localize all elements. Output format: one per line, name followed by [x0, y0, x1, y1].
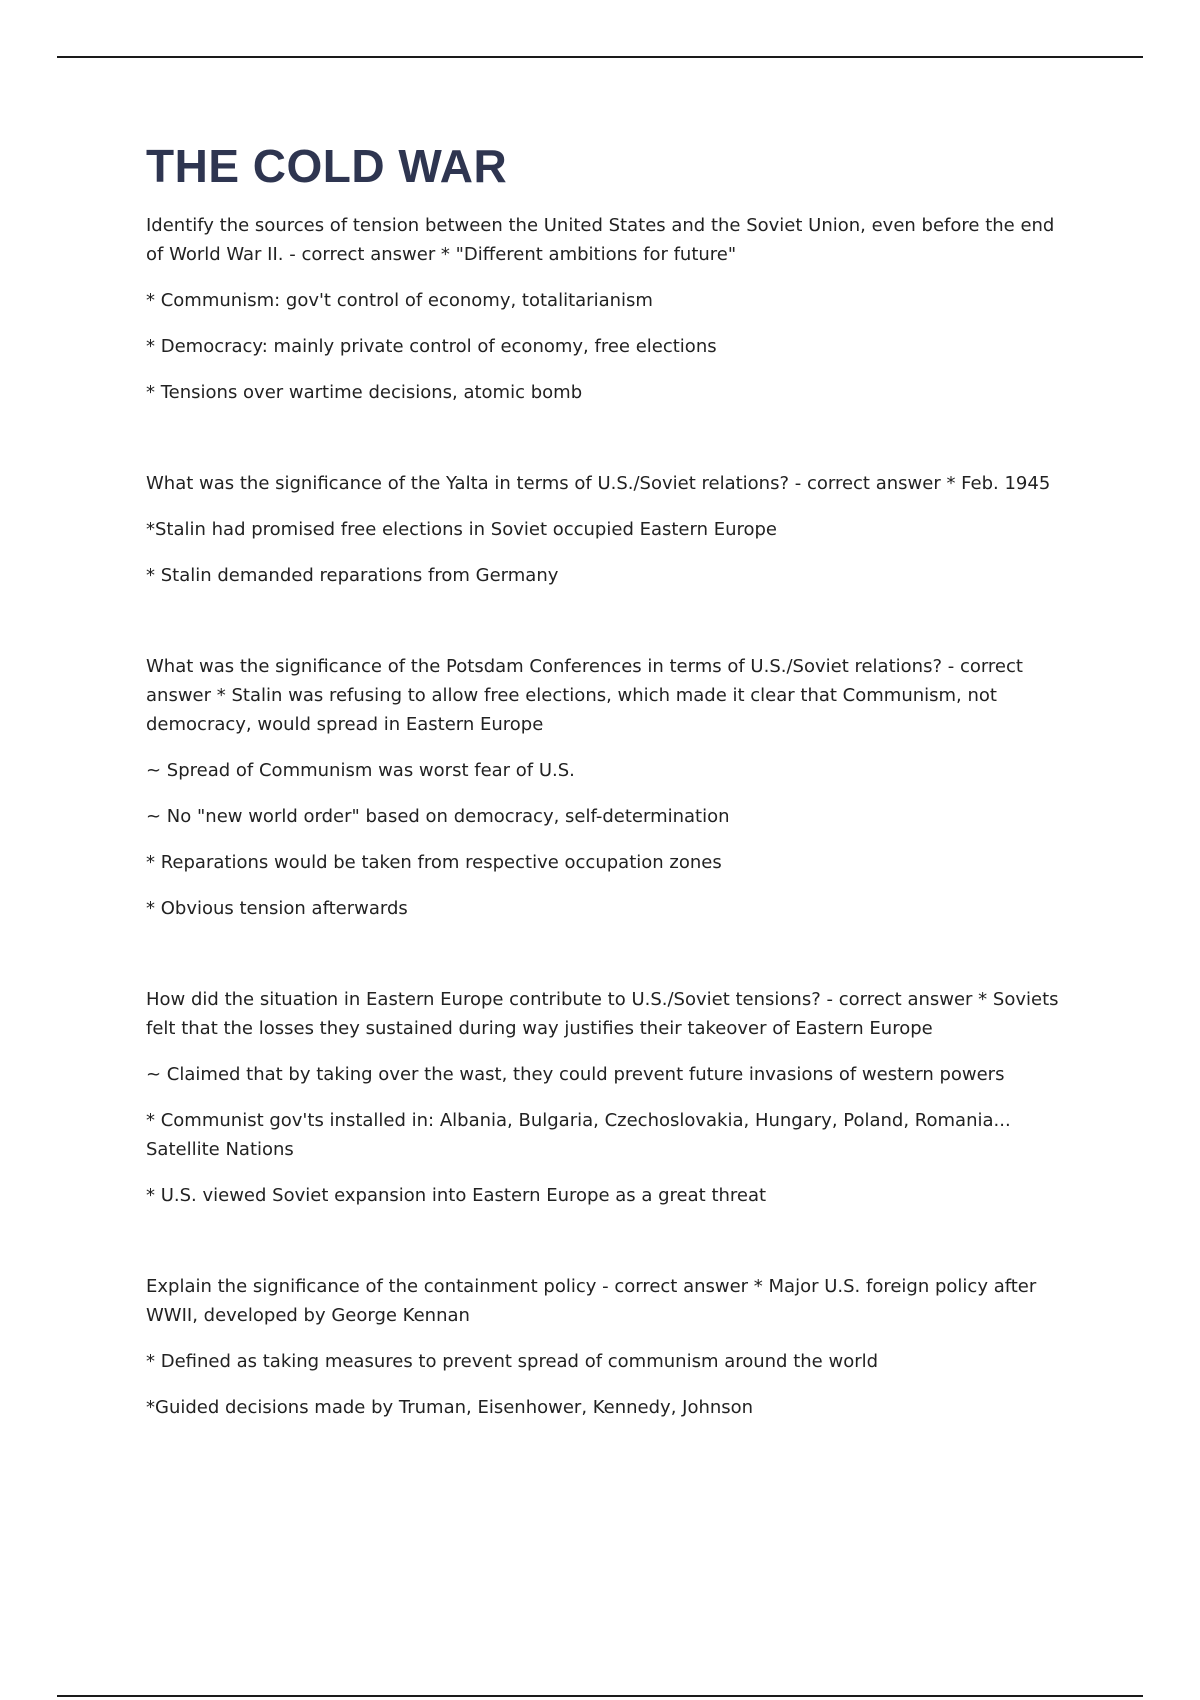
answer-point: * Communism: gov't control of economy, totalitarianism [146, 289, 653, 311]
answer-point: * Defined as taking measures to prevent spread of communism around the world [146, 1350, 879, 1372]
answer-point: *Guided decisions made by Truman, Eisenhower, Kennedy, Johnson [146, 1396, 754, 1418]
answer-point: ~ Spread of Communism was worst fear of U.S. [146, 759, 575, 781]
qa-block-2 [146, 469, 1076, 590]
document-body [146, 140, 1076, 1484]
answer-point: * Tensions over wartime decisions, atomic bomb [146, 381, 583, 403]
bottom-rule [57, 1695, 1143, 1697]
top-rule [57, 56, 1143, 58]
answer-point: * Communist gov'ts installed in: Albania, Bulgaria, Czechoslovakia, Hungary, Poland, Romania... Satellite Nations [146, 1109, 1017, 1160]
answer-point: ~ No "new world order" based on democracy, self-determination [146, 805, 730, 827]
page-title: THE COLD WAR [146, 140, 508, 192]
answer-point: * U.S. viewed Soviet expansion into Eastern Europe as a great threat [146, 1184, 767, 1206]
question-text: Identify the sources of tension between the United States and the Soviet Union, even before the end of World War II. - correct answer * "Different ambitions for future" [146, 214, 1061, 265]
qa-block-5 [146, 1272, 1076, 1422]
answer-point: * Obvious tension afterwards [146, 897, 408, 919]
qa-block-3 [146, 652, 1076, 923]
answer-point: * Reparations would be taken from respective occupation zones [146, 851, 722, 873]
question-text: Explain the significance of the containment policy - correct answer * Major U.S. foreign policy after WWII, developed by George Kennan [146, 1275, 1043, 1326]
answer-point: *Stalin had promised free elections in Soviet occupied Eastern Europe [146, 518, 778, 540]
qa-block-4 [146, 985, 1076, 1210]
answer-point: * Democracy: mainly private control of economy, free elections [146, 335, 717, 357]
answer-point: ~ Claimed that by taking over the wast, they could prevent future invasions of western powers [146, 1063, 1005, 1085]
answer-point: * Stalin demanded reparations from Germany [146, 564, 559, 586]
question-text: What was the significance of the Yalta in terms of U.S./Soviet relations? - correct answer * Feb. 1945 [146, 472, 1051, 494]
qa-block-1 [146, 211, 1076, 407]
question-text: How did the situation in Eastern Europe contribute to U.S./Soviet tensions? - correct answer * Soviets felt that the losses they sustained during way justifies their takeover of Eastern Europe [146, 988, 1065, 1039]
question-text: What was the significance of the Potsdam Conferences in terms of U.S./Soviet relations? - correct answer * Stalin was refusing to allow free elections, which made it clear that Communism, not democracy, would spread in Eastern Europe [146, 655, 1029, 735]
